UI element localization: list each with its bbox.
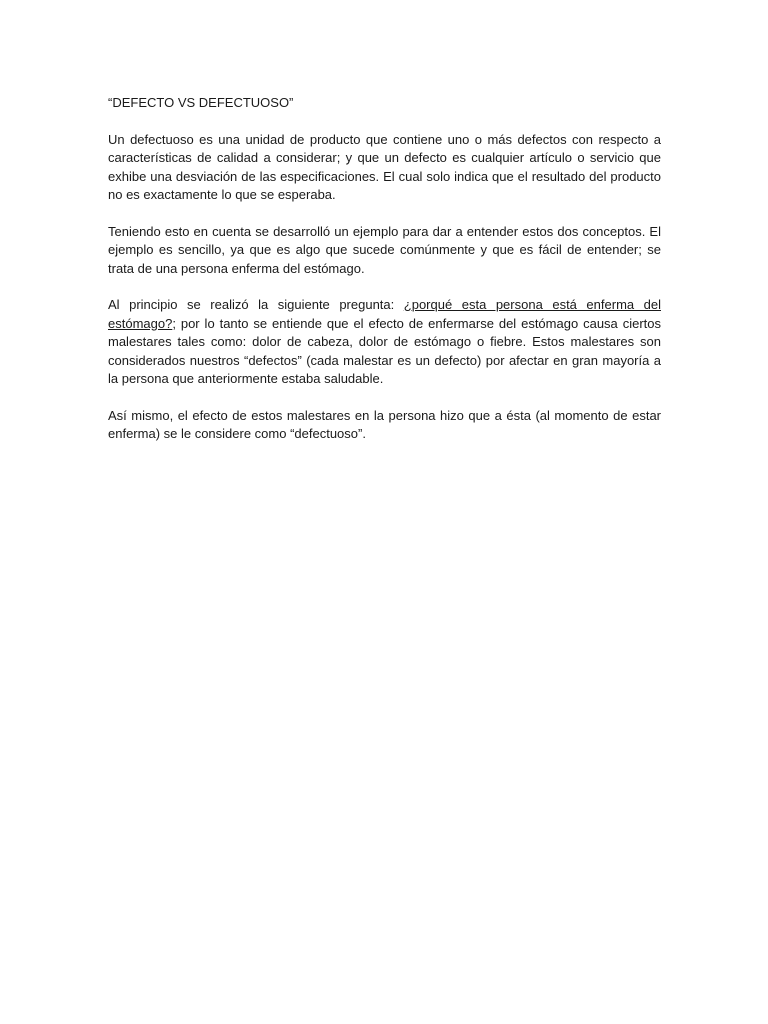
document-title: “DEFECTO VS DEFECTUOSO” bbox=[108, 95, 294, 110]
paragraph-question-lead: Al principio se realizó la siguiente pregunta: bbox=[108, 297, 404, 312]
paragraph-question-rest: ; por lo tanto se entiende que el efecto de enfermarse del estómago causa ciertos malestares tales como: dolor de cabeza, dolor de estómago o fiebre. Estos malestares son considerados nuestros “defectos” (cada malestar es un defecto) por afectar en gran mayoría a la persona que anteriormente estaba saludable. bbox=[108, 315, 661, 386]
underlined-question: ¿porqué esta persona está enferma del estómago? bbox=[108, 297, 661, 331]
paragraph-definition: Un defectuoso es una unidad de producto que contiene uno o más defectos con respecto a características de calidad a considerar; y que un defecto es cualquier artículo o servicio que exhibe una desviación de las especificaciones. El cual solo indica que el resultado del producto no es exactamente lo que se esperaba. bbox=[108, 131, 661, 202]
document-body bbox=[108, 94, 661, 462]
paragraph-conclusion: Así mismo, el efecto de estos malestares en la persona hizo que a ésta (al momento de estar enferma) se le considere como “defectuoso”. bbox=[108, 407, 661, 441]
paragraph-question bbox=[108, 296, 661, 389]
paragraph-example-intro: Teniendo esto en cuenta se desarrolló un ejemplo para dar a entender estos dos conceptos. El ejemplo es sencillo, ya que es algo que sucede comúnmente y que es fácil de entender; se trata de una persona enferma del estómago. bbox=[108, 223, 661, 276]
